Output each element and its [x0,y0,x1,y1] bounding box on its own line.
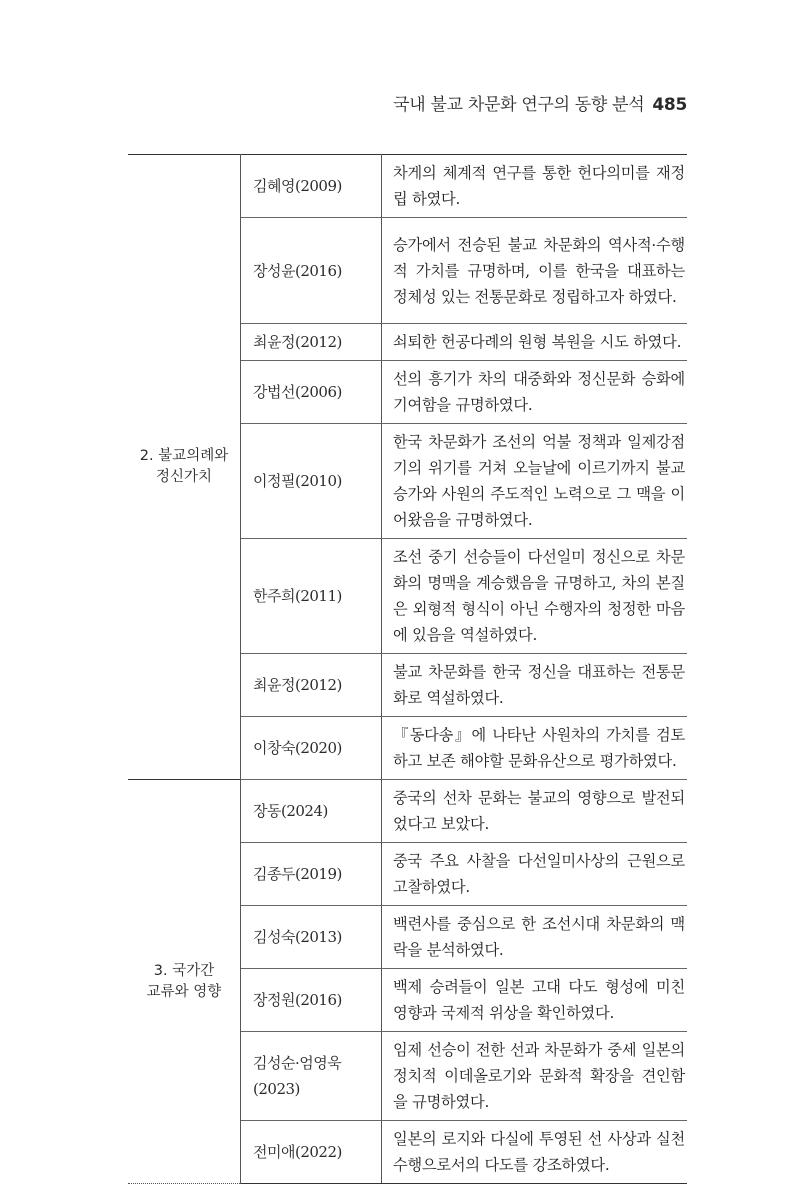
description-cell: 백련사를 중심으로 한 조선시대 차문화의 맥락을 분석하였다. [382,906,688,969]
category-cell [128,155,241,780]
description-cell: 차게의 체계적 연구를 통한 헌다의미를 재정립 하였다. [382,155,688,218]
table-row [128,155,687,218]
author-cell: 장성윤(2016) [241,218,382,324]
author-cell: 김종두(2019) [241,843,382,906]
description-cell: 중국 주요 사찰을 다선일미사상의 근원으로 고찰하였다. [382,843,688,906]
description-cell: 승가에서 전승된 불교 차문화의 역사적·수행적 가치를 규명하며, 이를 한국을 대표하는 정체성 있는 전통문화로 정립하고자 하였다. [382,218,688,324]
author-cell: 최윤정(2012) [241,324,382,361]
page-number: 485 [652,95,687,115]
header-title: 국내 불교 차문화 연구의 동향 분석 [393,95,645,115]
description-cell: 조선 중기 선승들이 다선일미 정신으로 차문화의 명맥을 계승했음을 규명하고, 차의 본질은 외형적 형식이 아닌 수행자의 청정한 마음에 있음을 역설하였다. [382,539,688,654]
description-cell: 임제 선승이 전한 선과 차문화가 중세 일본의 정치적 이데올로기와 문화적 확장을 견인함을 규명하였다. [382,1032,688,1121]
author-cell: 김성숙(2013) [241,906,382,969]
literature-table [128,154,687,1184]
description-cell: 『동다송』에 나타난 사원차의 가치를 검토하고 보존 해야할 문화유산으로 평가하였다. [382,717,688,780]
author-cell: 장동(2024) [241,780,382,843]
category-label: 정신가치 [155,469,213,485]
description-cell: 일본의 로지와 다실에 투영된 선 사상과 실천 수행으로서의 다도를 강조하였다. [382,1121,688,1184]
description-cell: 한국 차문화가 조선의 억불 정책과 일제강점기의 위기를 거쳐 오늘날에 이르기까지 불교 승가와 사원의 주도적인 노력으로 그 맥을 이어왔음을 규명하였다. [382,424,688,539]
running-header [393,90,687,115]
author-cell: 김혜영(2009) [241,155,382,218]
author-cell: 장정원(2016) [241,969,382,1032]
category-cell [128,780,241,1184]
author-cell: 이창숙(2020) [241,717,382,780]
author-cell: 최윤정(2012) [241,654,382,717]
description-cell: 중국의 선차 문화는 불교의 영향으로 발전되었다고 보았다. [382,780,688,843]
description-cell: 백제 승려들이 일본 고대 다도 형성에 미친 영향과 국제적 위상을 확인하였다. [382,969,688,1032]
table-row [128,780,687,843]
description-cell: 불교 차문화를 한국 정신을 대표하는 전통문화로 역설하였다. [382,654,688,717]
category-label: 교류와 영향 [146,983,222,1000]
description-cell: 쇠퇴한 헌공다례의 원형 복원을 시도 하였다. [382,324,688,361]
author-cell: 김성순·엄영욱(2023) [241,1032,382,1121]
table-body [128,155,687,1184]
category-label: 2. 불교의례와 [139,448,229,464]
description-cell: 선의 흥기가 차의 대중화와 정신문화 승화에 기여함을 규명하였다. [382,361,688,424]
author-cell: 한주희(2011) [241,539,382,654]
author-cell: 이정필(2010) [241,424,382,539]
author-cell: 강법선(2006) [241,361,382,424]
author-cell: 전미애(2022) [241,1121,382,1184]
category-label: 3. 국가간 [153,962,215,979]
